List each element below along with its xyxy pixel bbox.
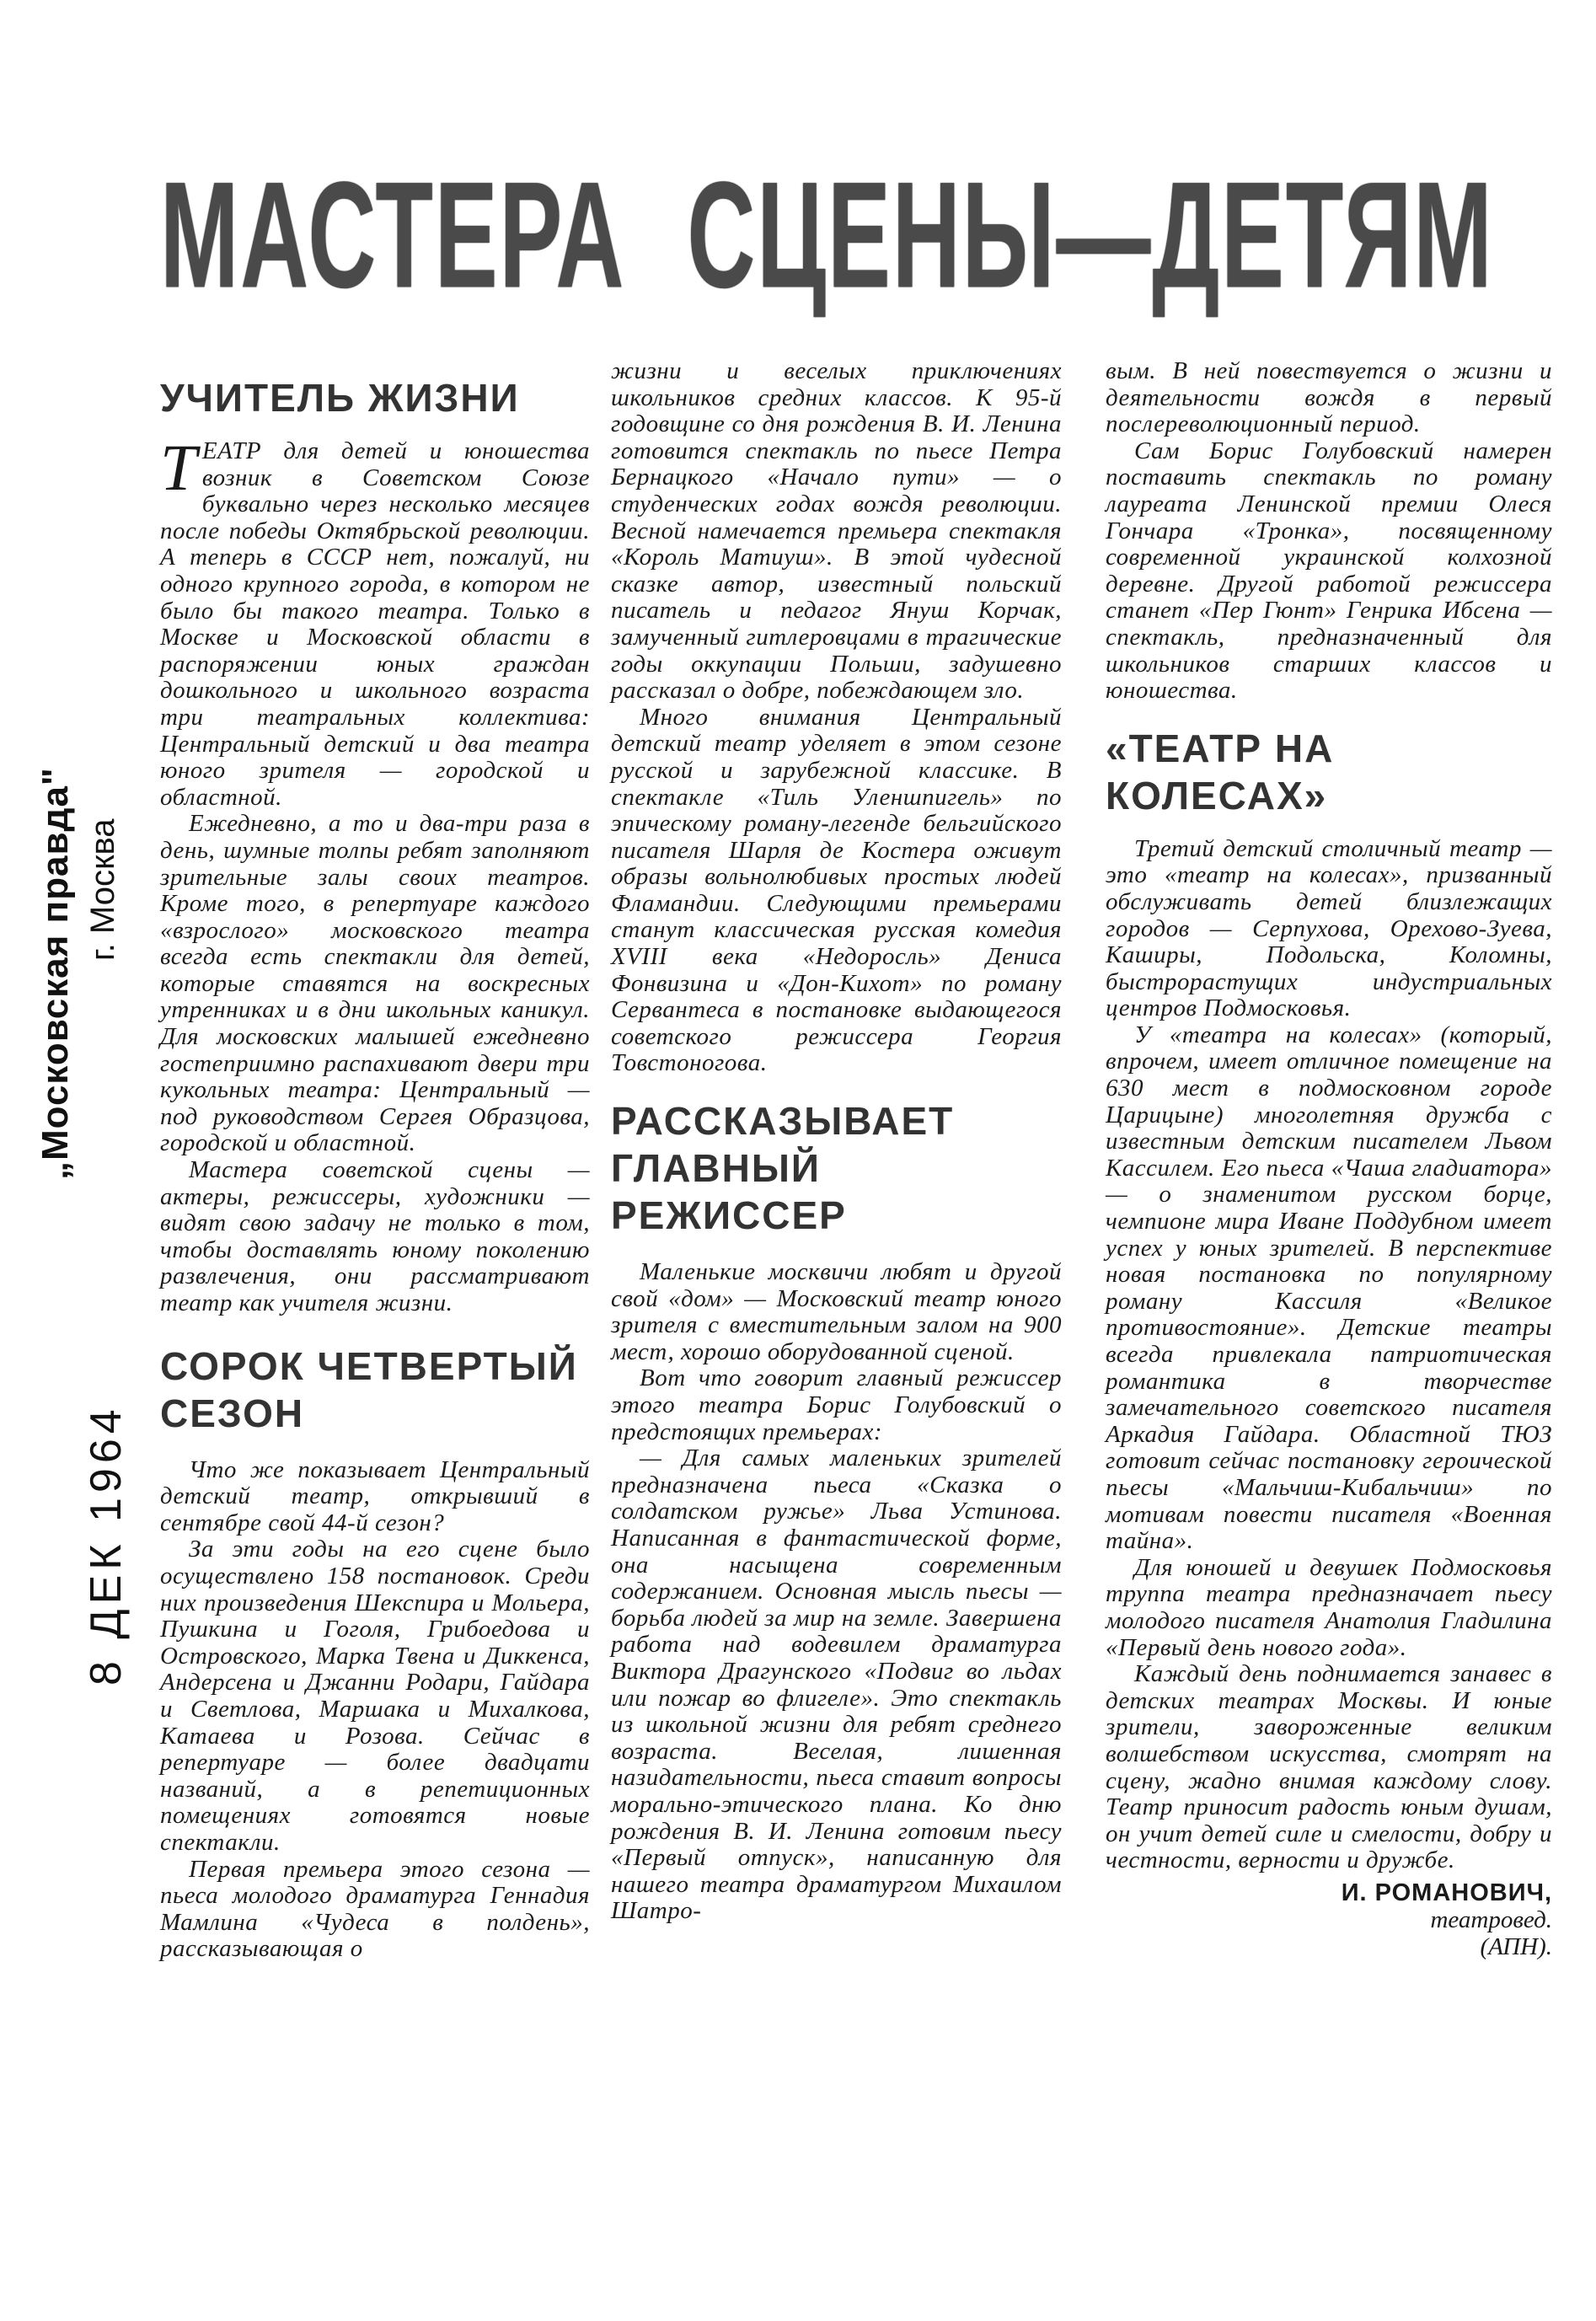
agency: (АПН). — [1480, 1932, 1552, 1960]
article-paragraph: вым. В ней повествуется о жизни и деятельности вождя в первый послереволюционный период. — [1106, 357, 1552, 438]
column-2 — [611, 358, 1062, 1925]
section-heading: СОРОК ЧЕТВЕРТЫЙ СЕЗОН — [160, 1343, 578, 1435]
signature-block — [1106, 1879, 1552, 1960]
article-paragraph: Ежедневно, а то и два-три раза в день, шумные толпы ребят заполняют зрительные залы своих театров. Кроме того, в репертуаре каждого «взрослого» московского театра всегда есть спектакли для детей, которые ставятся на воскресных утренниках и в дни школьных каникул. Для московских малышей ежедневно гостеприимно распахивают двери три кукольных театра: Центральный — под руководством Сергея Образцова, городской и областной. — [160, 810, 590, 1157]
article-paragraph: За эти годы на его сцене было осуществлено 158 постановок. Среди них произведения Шекспира и Мольера, Пушкина и Гоголя, Грибоедова и Островского, Марка Твена и Диккенса, Андерсена и Джанни Родари, Гайдара и Светлова, Маршака и Михалкова, Катаева и Розова. Сейчас в репертуаре — более двадцати названий, а в репетиционных помещениях готовятся новые спектакли. — [160, 1536, 590, 1856]
article-paragraph: Для юношей и девушек Подмосковья труппа театра предназначает пьесу молодого писателя Анатолия Гладилина «Первый день нового года». — [1106, 1553, 1552, 1661]
column-1 — [160, 362, 590, 1963]
article-paragraph: Мастера советской сцены — актеры, режиссеры, художники — видят свою задачу не только в том, чтобы доставлять юному поколению развлечения, они рассматривают театр как учителя жизни. — [160, 1156, 590, 1316]
stamp-paper-name: „Московская правда" — [35, 767, 76, 1180]
article-paragraph: Маленькие москвичи любят и другой свой «дом» — Московский театр юного зрителя с вместительным залом на 900 мест, хорошо оборудованной сценой. — [611, 1258, 1062, 1365]
author-role: театровед. — [1430, 1906, 1552, 1933]
article-paragraph: Каждый день поднимается занавес в детских театрах Москвы. И юные зрители, завороженные великим волшебством искусства, смотрят на сцену, жадно внимая каждому слову. Театр приносит радость юным душам, он учит детей силе и смелости, добру и честности, верности и дружбе. — [1106, 1660, 1552, 1874]
paragraph-text: ЕАТР для детей и юношества возник в Советском Союзе буквально через несколько месяцев после победы Октябрьской революции. А теперь в СССР нет, пожалуй, ни одного крупного города, в котором не было бы такого театра. Только в Москве и Московской области в распоряжении юных граждан дошкольного и школьного возраста три театральных коллектива: Центральный детский и два театра юного зрителя — городской и областной. — [160, 437, 590, 811]
article-paragraph — [160, 431, 590, 811]
article-paragraph: Первая премьера этого сезона — пьеса молодого драматурга Геннадия Мамлина «Чудеса в полдень», рассказывающая о — [160, 1855, 590, 1963]
article-paragraph: Сам Борис Голубовский намерен поставить спектакль по роману лауреата Ленинской премии Олеся Гончара «Тронка», посвященному современной украинской колхозной деревне. Другой работой режиссера станет «Пер Гюнт» Генрика Ибсена — спектакль, предназначенный для школьников старших классов и юношества. — [1106, 437, 1552, 705]
headline: МАСТЕРА СЦЕНЫ—ДЕТЯМ — [160, 150, 1494, 319]
article-paragraph: Вот что говорит главный режиссер этого театра Борис Голубовский о предстоящих премьерах: — [611, 1364, 1062, 1445]
article-paragraph: Что же показывает Центральный детский театр, открывший в сентябре свой 44-й сезон? — [160, 1455, 590, 1536]
article-paragraph: жизни и веселых приключениях школьников средних классов. К 95-й годовщине со дня рождения В. И. Ленина готовится спектакль по пьесе Петра Бернацкого «Начало пути» — о студенческих годах вождя революции. Весной намечается премьера спектакля «Король Матиуш». В этой чудесной сказке автор, известный польский писатель и педагог Януш Корчак, замученный гитлеровцами в трагические годы оккупации Польши, задушевно рассказал о добре, побеждающем зло. — [611, 357, 1062, 705]
stamp-date: 8 ДЕК 1964 — [82, 1404, 131, 1686]
article-paragraph: Много внимания Центральный детский театр уделяет в этом сезоне русской и зарубежной классике. В спектакле «Тиль Уленшпигель» по эпическому роману-легенде бельгийского писателя Шарля де Костера оживут образы вольнолюбивых простых людей Фламандии. Следующими премьерами станут классическая русская комедия XVIII века «Недоросль» Дениса Фонвизина и «Дон-Кихот» по роману Сервантеса в постановке выдающегося советского режиссера Георгия Товстоногова. — [611, 703, 1062, 1077]
section-heading: РАССКАЗЫВАЕТ ГЛАВНЫЙ РЕЖИССЕР — [611, 1099, 955, 1238]
column-3 — [1106, 358, 1552, 1960]
article-paragraph: — Для самых маленьких зрителей предназначена пьеса «Сказка о солдатском ружье» Льва Устинова. Написанная в фантастической форме, она насыщена современным содержанием. Основная мысль пьесы — борьба людей за мир на земле. Завершена работа над водевилем драматурга Виктора Драгунского «Подвиг во льдах или пожар во флигеле». Это спектакль из школьной жизни для ребят среднего возраста. Веселая, лишенная назидательности, пьеса ставит вопросы морально-этического плана. Ко дню рождения В. И. Ленина готовим пьесу «Первый отпуск», написанную для нашего театра драматургом Михаилом Шатро- — [611, 1445, 1062, 1925]
stamp-city: г. Москва — [84, 818, 121, 961]
section-heading: УЧИТЕЛЬ ЖИЗНИ — [160, 376, 520, 420]
section-heading: «ТЕАТР НА КОЛЕСАХ» — [1106, 726, 1335, 817]
author-name: И. РОМАНОВИЧ, — [1341, 1879, 1552, 1906]
newspaper-stamp — [34, 590, 135, 1686]
article-paragraph: У «театра на колесах» (который, впрочем, имеет отличное помещение на 630 мест в подмосковном городе Царицыне) многолетняя дружба с известным детским писателем Львом Кассилем. Его пьеса «Чаша гладиатора» — о знаменитом русском борце, чемпионе мира Иване Поддубном имеет успех у юных зрителей. В перспективе новая постановка по популярному роману Кассиля «Великое противостояние». Детские театры всегда привлекала патриотическая романтика в творчестве замечательного советского писателя Аркадия Гайдара. Областной ТЮЗ готовит сейчас постановку героической пьесы «Мальчиш-Кибальчиш» по мотивам повести писателя «Военная тайна». — [1106, 1021, 1552, 1555]
article-paragraph: Третий детский столичный театр — это «театр на колесах», призванный обслуживать детей близлежащих городов — Серпухова, Орехово-Зуева, Каширы, Подольска, Коломны, быстрорастущих индустриальных центров Подмосковья. — [1106, 834, 1552, 1022]
drop-cap: Т — [160, 431, 197, 504]
